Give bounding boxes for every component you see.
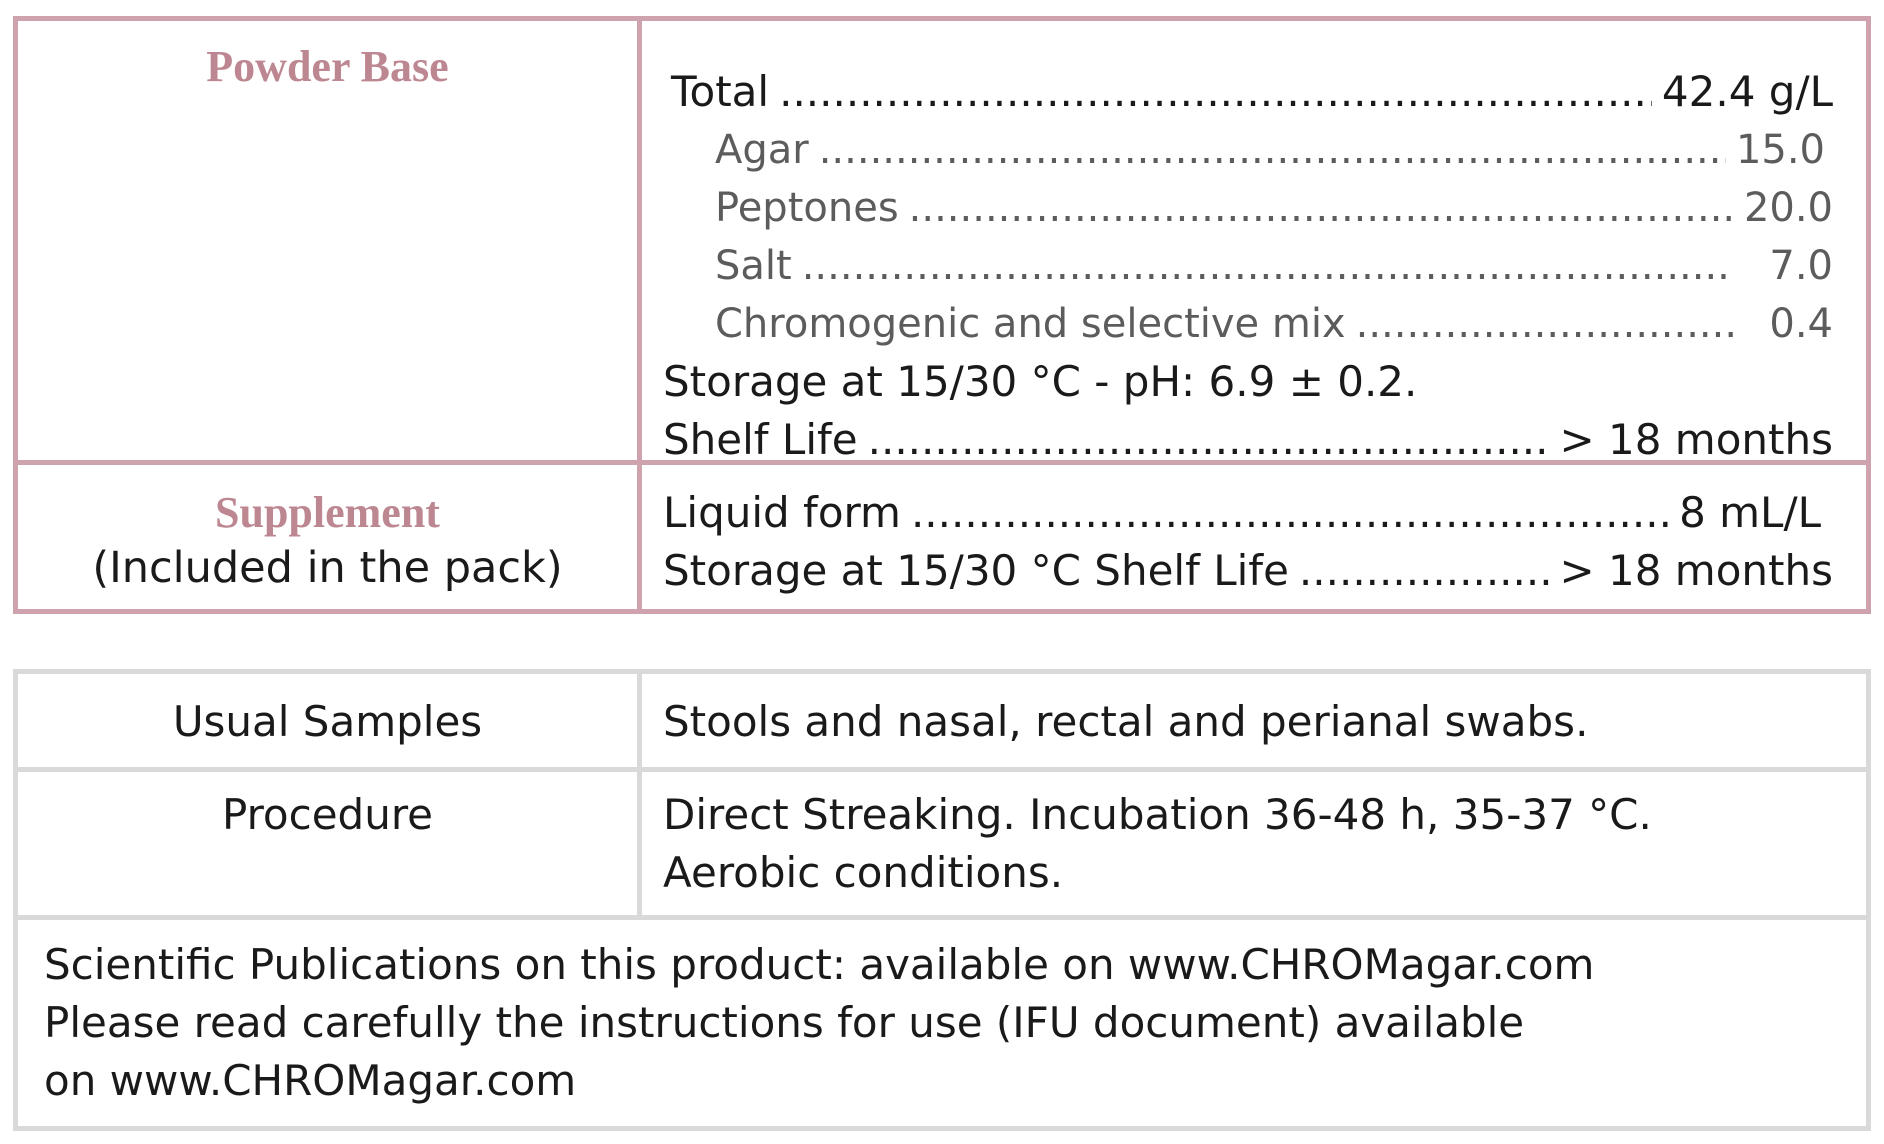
procedure-line-1: Direct Streaking. Incubation 36-48 h, 35-37 °C.: [663, 790, 1652, 839]
ingredient-name: Salt: [715, 243, 792, 289]
shelf-life-label: Shelf Life: [663, 415, 858, 464]
ingredient-name: Peptones: [715, 185, 899, 231]
procedure-line-2: Aerobic conditions.: [663, 848, 1064, 897]
powder-base-title: Powder Base: [206, 42, 449, 91]
supplement-shelf-life-value: > 18 months: [1559, 546, 1833, 595]
leader-dots: [819, 121, 1726, 179]
ingredient-row-salt: [715, 237, 1833, 295]
shelf-life-value: > 18 months: [1559, 415, 1833, 464]
publications-note: Scientific Publications on this product: available on www.CHROMagar.com: [44, 940, 1595, 989]
row-divider: [18, 767, 1866, 772]
ifu-note-line-2: on www.CHROMagar.com: [44, 1056, 577, 1105]
ifu-note-line-1: Please read carefully the instructions for use (IFU document) available: [44, 998, 1525, 1047]
supplement-note: (Included in the pack): [92, 543, 563, 593]
ingredient-name: Chromogenic and selective mix: [715, 301, 1346, 347]
column-divider: [637, 21, 642, 609]
leader-dots: [868, 411, 1550, 469]
total-value: 42.4 g/L: [1661, 67, 1833, 116]
total-label: Total: [671, 67, 770, 116]
powder-storage-text: Storage at 15/30 °C - pH: 6.9 ± 0.2.: [663, 357, 1418, 406]
supplement-storage-row: [663, 542, 1833, 600]
supplement-storage-label: Storage at 15/30 °C Shelf Life: [663, 546, 1289, 595]
composition-table: [13, 16, 1871, 614]
usage-table: [13, 669, 1871, 1131]
ingredient-value: 20.0: [1743, 185, 1833, 231]
ingredient-name: Agar: [715, 127, 809, 173]
leader-dots: [802, 237, 1734, 295]
procedure-label: Procedure: [221, 790, 434, 839]
total-row: [671, 63, 1833, 121]
leader-dots: [779, 63, 1652, 121]
ingredient-value: 7.0: [1769, 243, 1833, 289]
leader-dots: [1299, 542, 1550, 600]
ingredient-row-chromogenic-mix: [715, 295, 1833, 353]
shelf-life-row: [663, 411, 1833, 469]
supplement-title: Supplement: [215, 488, 440, 537]
ingredient-value: 15.0: [1735, 127, 1825, 173]
ingredient-row-agar: [715, 121, 1825, 179]
ingredient-value: 0.4: [1769, 301, 1833, 347]
row-divider: [18, 915, 1866, 920]
leader-dots: [1356, 295, 1734, 353]
column-divider: [637, 674, 642, 920]
leader-dots: [911, 484, 1669, 542]
liquid-form-value: 8 mL/L: [1679, 488, 1821, 537]
usual-samples-text: Stools and nasal, rectal and perianal swabs.: [663, 697, 1589, 746]
usual-samples-label: Usual Samples: [172, 697, 483, 746]
liquid-form-label: Liquid form: [663, 488, 901, 537]
ingredient-row-peptones: [715, 179, 1833, 237]
leader-dots: [909, 179, 1734, 237]
liquid-form-row: [663, 484, 1821, 542]
